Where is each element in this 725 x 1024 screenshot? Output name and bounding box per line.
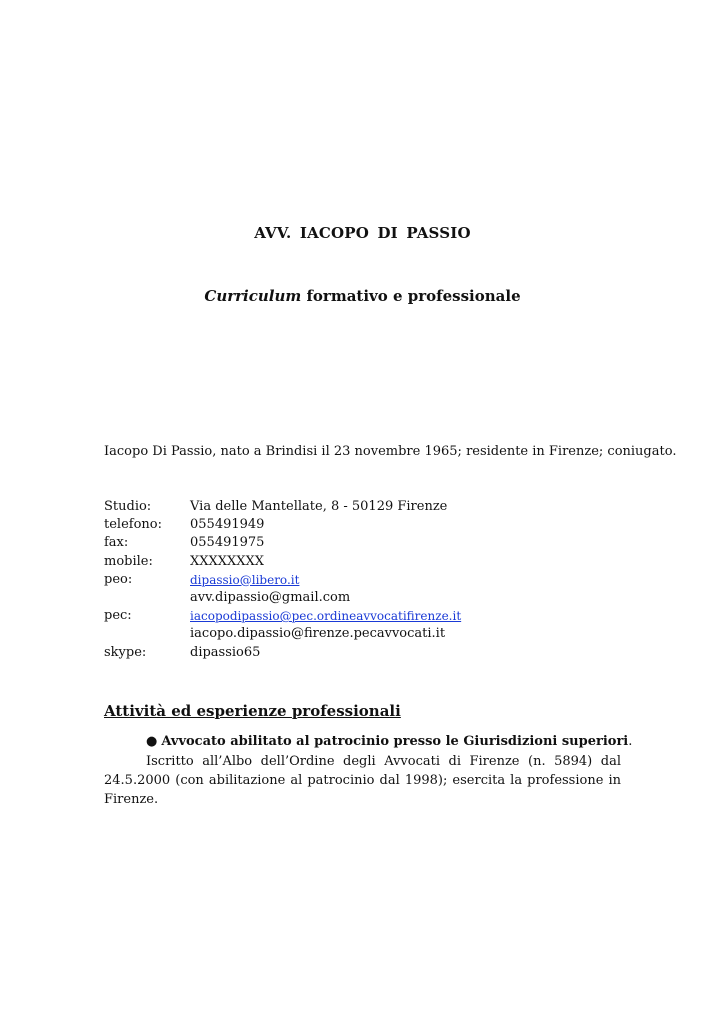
document-subtitle [0, 287, 725, 305]
contact-value: dipassio65 [190, 644, 261, 660]
contact-row-pec-secondary [104, 625, 461, 643]
contact-label: Studio: [104, 499, 152, 514]
contact-row-telefono [104, 516, 461, 534]
contact-label: pec: [104, 608, 132, 624]
contact-row-skype [104, 644, 461, 662]
personal-info: Iacopo Di Passio, nato a Brindisi il 23 novembre 1965; residente in Firenze; coniugato. [104, 444, 677, 459]
contact-value: XXXXXXXX [190, 553, 265, 569]
bullet-icon: ● [146, 734, 158, 749]
contact-label: skype: [104, 644, 147, 660]
contact-value: 055491975 [190, 535, 265, 551]
subtitle-rest: formativo e professionale [301, 287, 521, 305]
contact-row-mobile [104, 553, 461, 571]
bullet-item [146, 734, 632, 749]
pec-email-link[interactable]: iacopodipassio@pec.ordineavvocatifirenze.it [190, 609, 462, 624]
contact-label: mobile: [104, 553, 153, 569]
bullet-end: . [628, 734, 633, 749]
peo-email-link[interactable]: dipassio@libero.it [190, 572, 300, 587]
paragraph-line-1: Iscritto all’Albo dell’Ordine degli Avvocati di Firenze (n. 5894) dal 24.5.2000 [104, 754, 621, 788]
contact-row-peo-secondary [104, 589, 461, 607]
contact-value: avv.dipassio@gmail.com [190, 589, 351, 605]
subtitle-italic: Curriculum [204, 287, 302, 305]
section-heading: Attività ed esperienze professionali [104, 702, 401, 720]
contact-value: Via delle Mantellate, 8 - 50129 Firenze [190, 499, 448, 514]
contact-label: peo: [104, 571, 133, 587]
contact-value: 055491949 [190, 517, 265, 533]
contact-list [104, 498, 461, 662]
contact-row-fax [104, 534, 461, 552]
contact-label: fax: [104, 535, 129, 551]
contact-value: iacopo.dipassio@firenze.pecavvocati.it [190, 626, 446, 642]
document-title: AVV. IACOPO DI PASSIO [254, 224, 471, 242]
contact-label [104, 625, 190, 643]
contact-label: telefono: [104, 517, 162, 533]
contact-row-pec [104, 607, 461, 625]
paragraph-line-2: (con abilitazione al patrocinio dal 1998); esercita la professione in Firenze. [104, 773, 621, 807]
bullet-text: Avvocato abilitato al patrocinio presso le Giurisdizioni superiori [161, 734, 629, 749]
contact-row-studio [104, 498, 461, 516]
section-paragraph [104, 752, 621, 809]
contact-label [104, 589, 190, 607]
contact-row-peo [104, 571, 461, 589]
